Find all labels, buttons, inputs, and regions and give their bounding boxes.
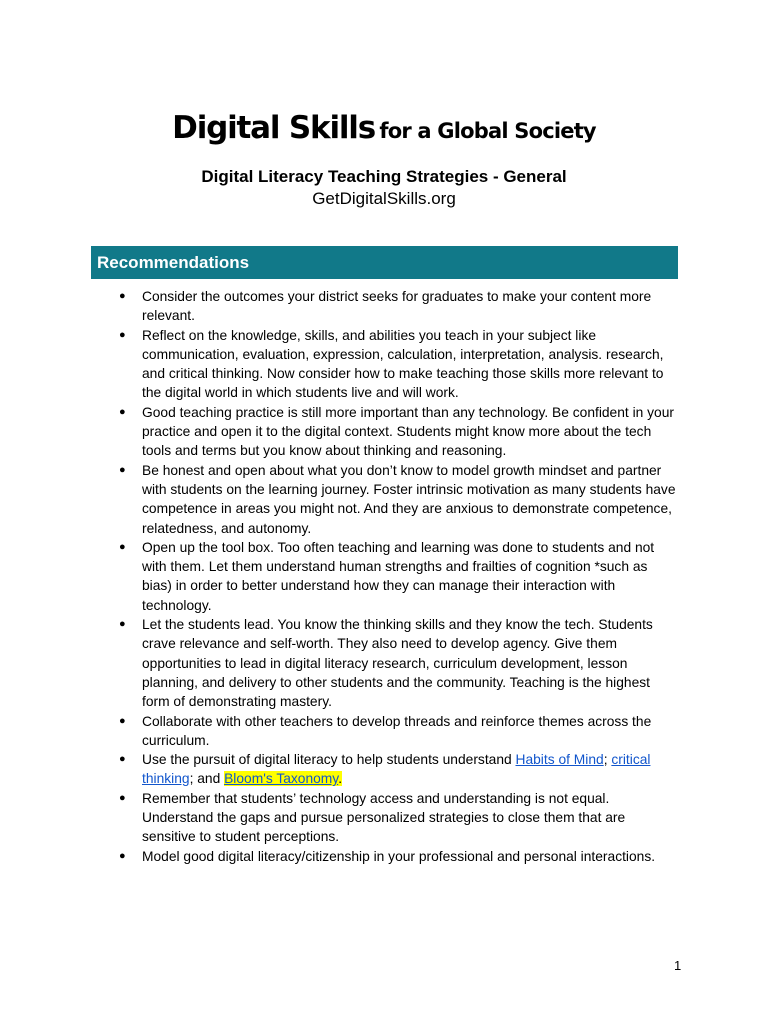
- highlighted-link-wrapper: [224, 771, 342, 786]
- logo-tagline: for a Global Society: [379, 119, 596, 143]
- list-item-text: Let the students lead. You know the thinking skills and they know the tech. Students crave relevance and self-worth. They also need to develop agency. Give them opportunities to lead in digital literacy research, curriculum development, lesson planning, and delivery to other students and the community. Teaching is the highest form of demonstrating mastery.: [142, 617, 653, 710]
- bullet-icon: ●: [119, 405, 126, 418]
- bullet-icon: ●: [119, 714, 126, 727]
- list-item: [96, 287, 678, 326]
- bullet-icon: ●: [119, 849, 126, 862]
- list-item: [96, 847, 678, 866]
- blooms-taxonomy-link[interactable]: Bloom's Taxonomy: [224, 771, 339, 787]
- website-name: GetDigitalSkills.org: [312, 189, 456, 208]
- list-item: [96, 712, 678, 751]
- critical-thinking-link[interactable]: critical thinking: [142, 752, 651, 787]
- list-item-text: Remember that students’ technology access and understanding is not equal. Understand the gaps and pursue personalized strategies to close them that are sensitive to student perceptions.: [142, 790, 626, 845]
- bullet-icon: ●: [119, 290, 126, 302]
- list-item-text: Open up the tool box. Too often teaching and learning was done to students and not with them. Let them understand human strengths and frailties of cognition *such as bias) in order to better understand how they can manage their interaction with technology.: [142, 539, 655, 613]
- bullet-icon: ●: [119, 618, 126, 631]
- document-subtitle: Digital Literacy Teaching Strategies - General: [201, 167, 567, 186]
- list-item-text: Consider the outcomes your district seeks for graduates to make your content more relevant.: [142, 289, 652, 324]
- bullet-icon: ●: [119, 791, 126, 804]
- list-item: [96, 403, 678, 461]
- list-item-text: Good teaching practice is still more important than any technology. Be confident in your practice and open it to the digital context. Students might know more about the tech tools and terms but you know about thinking and reasoning.: [142, 404, 674, 459]
- list-item: [96, 615, 678, 711]
- bullet-icon: ●: [119, 463, 126, 476]
- logo: [0, 110, 768, 146]
- list-item-text: Use the pursuit of digital literacy to help students understand: [142, 752, 516, 768]
- bullet-icon: ●: [119, 540, 126, 553]
- list-item-text: Reflect on the knowledge, skills, and abilities you teach in your subject like communication, evaluation, expression, calculation, interpretation, analysis. research, and critical thinking. Now consider how to make teaching those skills more relevant to the digital world in which students live and will work.: [142, 327, 664, 401]
- recommendations-list: [96, 287, 678, 866]
- link-suffix: .: [338, 771, 343, 787]
- separator-text: ;: [603, 752, 612, 768]
- bullet-icon: ●: [119, 753, 126, 766]
- list-item: [96, 461, 678, 538]
- habits-of-mind-link[interactable]: Habits of Mind: [515, 752, 604, 768]
- list-item-with-links: [96, 750, 678, 789]
- list-item-text: Model good digital literacy/citizenship in your professional and personal interactions.: [142, 848, 656, 864]
- page-number: 1: [674, 958, 682, 973]
- bullet-icon: ●: [119, 328, 126, 341]
- logo-main-text: Digital Skills: [172, 110, 375, 146]
- separator-text: ; and: [189, 771, 225, 787]
- list-item-text: Collaborate with other teachers to develop threads and reinforce themes across the curriculum.: [142, 713, 652, 748]
- list-item: [96, 326, 678, 403]
- list-item: [96, 538, 678, 615]
- list-item: [96, 789, 678, 847]
- section-header-recommendations: Recommendations: [91, 246, 678, 279]
- list-item-text: Be honest and open about what you don’t know to model growth mindset and partner with students on the learning journey. Foster intrinsic motivation as many students have competence in areas you might not. And they are anxious to demonstrate competence, relatedness, and autonomy.: [142, 462, 676, 536]
